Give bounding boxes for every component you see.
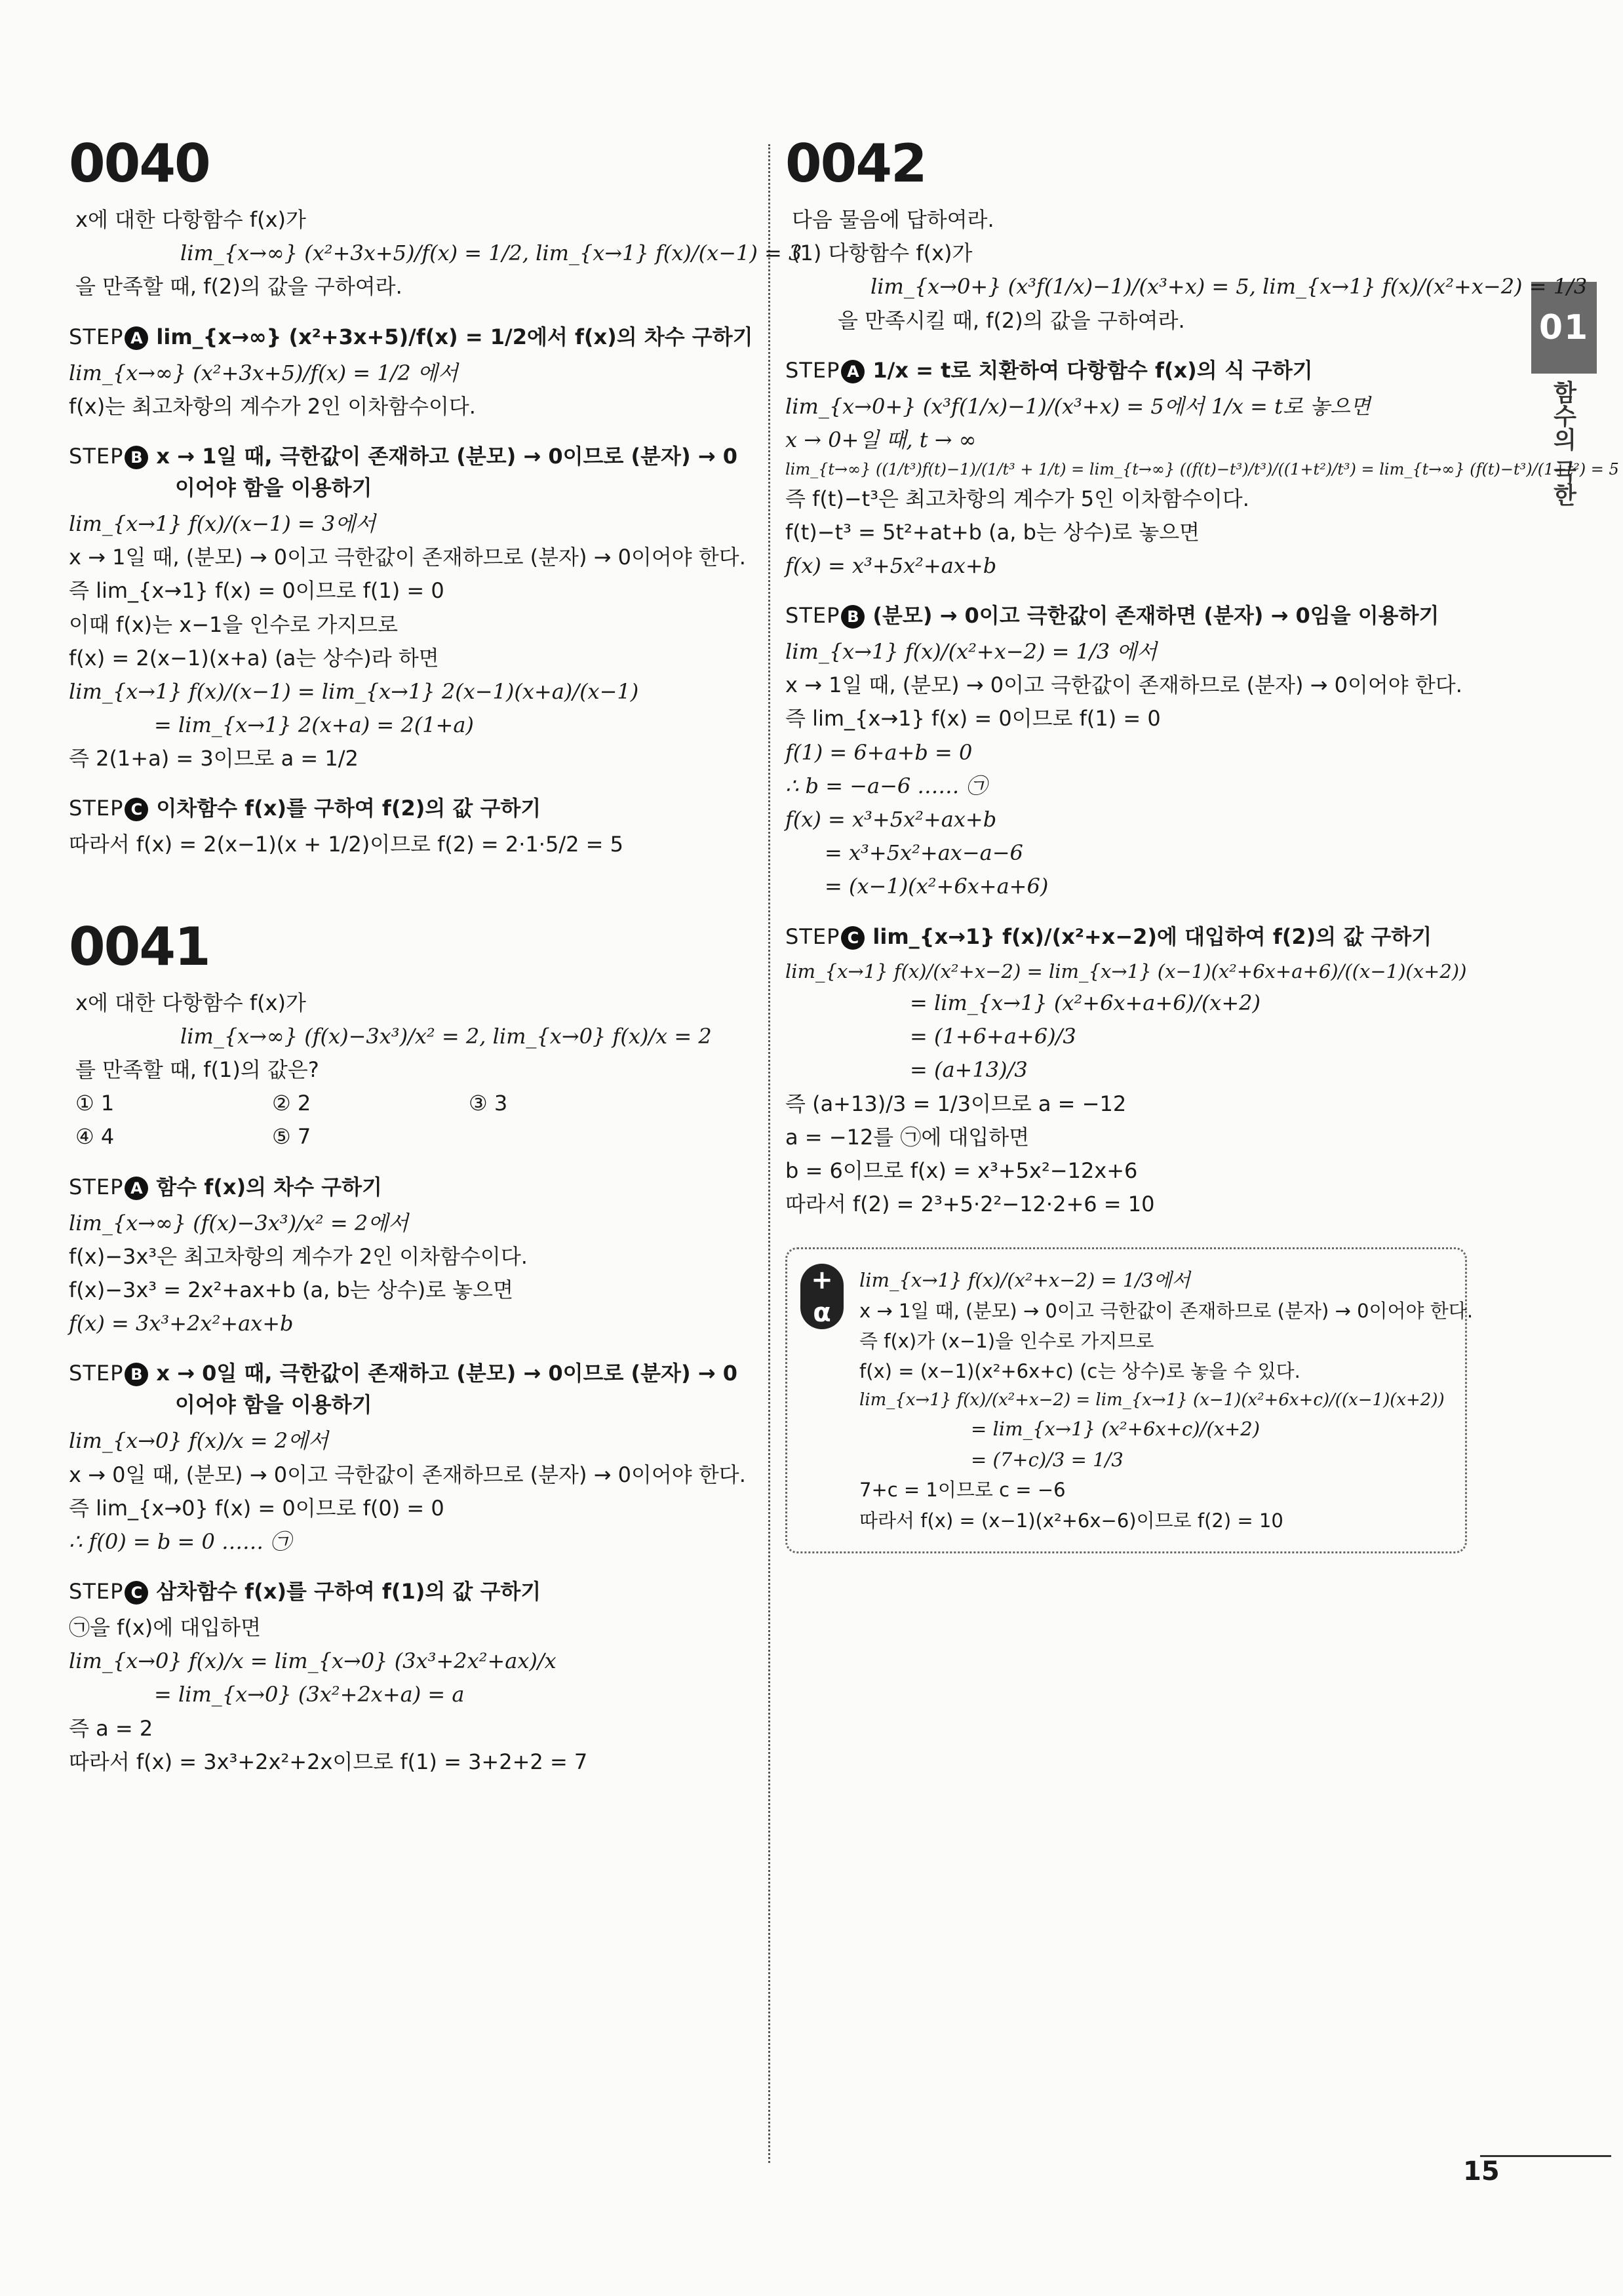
solution-line: f(x) = x³+5x²+ax+b: [785, 807, 997, 832]
solution-line: lim_{x→∞} (x²+3x+5)/f(x) = 1/2 에서: [69, 360, 458, 385]
solution-line: = x³+5x²+ax−a−6: [825, 840, 1023, 866]
step-a-heading: [785, 355, 1493, 386]
tip-line: x → 1일 때, (분모) → 0이고 극한값이 존재하므로 (분자) → 0이어야 한다.: [859, 1299, 1474, 1322]
solution-line: f(x)−3x³은 최고차항의 계수가 2인 이차함수이다.: [69, 1243, 528, 1269]
left-column: [69, 133, 802, 1779]
problem-formula: lim_{x→∞} (x²+3x+5)/f(x) = 1/2, lim_{x→1} f(x)/(x−1) = 3: [180, 241, 802, 266]
answer-choices: [69, 1087, 757, 1154]
step-badge-icon: C: [841, 926, 865, 950]
tip-line: 따라서 f(x) = (x−1)(x²+6x−6)이므로 f(2) = 10: [859, 1509, 1283, 1532]
step-b-heading: [69, 440, 757, 503]
problem-number: 0041: [69, 916, 210, 977]
step-c-heading: [69, 1576, 757, 1607]
tip-line: = (7+c)/3 = 1/3: [971, 1448, 1124, 1471]
solution-line: x → 1일 때, (분모) → 0이고 극한값이 존재하므로 (분자) → 0이어야 한다.: [785, 672, 1462, 698]
solution-line: lim_{x→0} f(x)/x = 2에서: [69, 1428, 328, 1454]
step-title-continued: 이어야 함을 이용하기: [175, 475, 372, 500]
problem-formula: lim_{x→0+} (x³f(1/x)−1)/(x³+x) = 5, lim_{x→1} f(x)/(x²+x−2) = 1/3: [870, 274, 1588, 300]
choice-2: ② 2: [272, 1091, 311, 1116]
step-word: STEP: [69, 1579, 124, 1605]
solution-line: = lim_{x→1} 2(x+a) = 2(1+a): [154, 712, 474, 738]
step-title: x → 0일 때, 극한값이 존재하고 (분모) → 0이므로 (분자) → 0: [156, 1361, 737, 1386]
solution-line: 따라서 f(x) = 3x³+2x²+2x이므로 f(1) = 3+2+2 = 7: [69, 1749, 588, 1774]
solution-line: lim_{x→1} f(x)/(x²+x−2) = 1/3 에서: [785, 639, 1158, 665]
solution-line: lim_{x→1} f(x)/(x²+x−2) = lim_{x→1} (x−1)(x²+6x+a+6)/((x−1)(x+2)): [785, 960, 1467, 983]
step-a-heading: [69, 1171, 757, 1203]
solution-line: 따라서 f(x) = 2(x−1)(x + 1/2)이므로 f(2) = 2·1·5/2 = 5: [69, 832, 623, 857]
solution-line: = (a+13)/3: [910, 1057, 1028, 1083]
step-badge-icon: A: [841, 360, 865, 383]
step-title: lim_{x→1} f(x)/(x²+x−2)에 대입하여 f(2)의 값 구하기: [872, 924, 1432, 949]
solution-line: f(x) = x³+5x²+ax+b: [785, 553, 997, 578]
problem-number: 0042: [785, 133, 926, 194]
chapter-label: 함수의 극한: [1550, 380, 1576, 507]
problem-text: 을 만족할 때, f(2)의 값을 구하여라.: [75, 274, 402, 300]
step-badge-icon: C: [125, 1581, 148, 1605]
step-word: STEP: [69, 324, 124, 349]
solution-line: f(x) = 2(x−1)(x+a) (a는 상수)라 하면: [69, 645, 439, 671]
solution-line: a = −12를 ㉠에 대입하면: [785, 1124, 1030, 1150]
step-b-heading: [785, 600, 1493, 631]
step-badge-icon: A: [125, 1177, 148, 1200]
step-c-heading: [785, 921, 1493, 952]
solution-line: lim_{x→1} f(x)/(x−1) = lim_{x→1} 2(x−1)(x+a)/(x−1): [69, 678, 639, 704]
problem-text: 를 만족할 때, f(1)의 값은?: [75, 1057, 319, 1082]
solution-line: 따라서 f(2) = 2³+5·2²−12·2+6 = 10: [785, 1192, 1155, 1217]
solution-line: x → 1일 때, (분모) → 0이고 극한값이 존재하므로 (분자) → 0이어야 한다.: [69, 545, 746, 570]
solution-line: f(x)−3x³ = 2x²+ax+b (a, b는 상수)로 놓으면: [69, 1277, 514, 1302]
step-word: STEP: [785, 603, 840, 629]
solution-line: f(1) = 6+a+b = 0: [785, 739, 973, 765]
solution-line: lim_{t→∞} ((1/t³)f(t)−1)/(1/t³ + 1/t) = lim_{t→∞} ((f(t)−t³)/t³)/((1+t²)/t³) = lim_{t→∞} (f(t)−t³)/(1+t²) = 5: [785, 460, 1619, 479]
problem-text: (1) 다항함수 f(x)가: [792, 241, 973, 266]
step-badge-icon: A: [125, 326, 148, 350]
choice-3: ③ 3: [469, 1091, 508, 1116]
problem-formula: lim_{x→∞} (f(x)−3x³)/x² = 2, lim_{x→0} f(x)/x = 2: [180, 1023, 712, 1049]
problem-text: 다음 물음에 답하여라.: [792, 207, 994, 232]
solution-line: x → 0+일 때, t → ∞: [785, 427, 977, 452]
solution-line: 즉 lim_{x→1} f(x) = 0이므로 f(1) = 0: [785, 706, 1161, 731]
tip-line: 7+c = 1이므로 c = −6: [859, 1479, 1066, 1502]
problem-text: 을 만족시킬 때, f(2)의 값을 구하여라.: [838, 307, 1185, 333]
solution-line: = lim_{x→0} (3x²+2x+a) = a: [154, 1682, 465, 1707]
choice-1: ① 1: [75, 1091, 115, 1116]
solution-line: 즉 lim_{x→0} f(x) = 0이므로 f(0) = 0: [69, 1495, 444, 1521]
tip-alpha: α: [813, 1298, 831, 1329]
solution-line: 즉 (a+13)/3 = 1/3이므로 a = −12: [785, 1091, 1127, 1116]
step-word: STEP: [785, 924, 840, 949]
problem-text: x에 대한 다항함수 f(x)가: [75, 990, 306, 1015]
step-title: 1/x = t로 치환하여 다항함수 f(x)의 식 구하기: [872, 357, 1313, 383]
chapter-tab: 01: [1531, 282, 1597, 374]
step-word: STEP: [69, 1174, 124, 1199]
step-title: 삼차함수 f(x)를 구하여 f(1)의 값 구하기: [156, 1579, 541, 1605]
solution-line: f(x) = 3x³+2x²+ax+b: [69, 1311, 294, 1336]
step-b-heading: [69, 1357, 757, 1420]
solution-line: f(t)−t³ = 5t²+at+b (a, b는 상수)로 놓으면: [785, 519, 1200, 545]
solution-line: lim_{x→1} f(x)/(x−1) = 3에서: [69, 511, 376, 536]
step-title: lim_{x→∞} (x²+3x+5)/f(x) = 1/2에서 f(x)의 차수 구하기: [156, 324, 753, 349]
step-title: (분모) → 0이고 극한값이 존재하면 (분자) → 0임을 이용하기: [872, 603, 1439, 629]
tip-plus: +: [811, 1265, 833, 1296]
step-word: STEP: [69, 796, 124, 821]
step-badge-icon: B: [125, 1363, 148, 1386]
solution-line: = lim_{x→1} (x²+6x+a+6)/(x+2): [910, 990, 1261, 1015]
solution-line: b = 6이므로 f(x) = x³+5x²−12x+6: [785, 1158, 1138, 1183]
problem-number: 0040: [69, 133, 210, 194]
solution-line: ∴ b = −a−6 …… ㉠: [785, 773, 987, 798]
step-title: x → 1일 때, 극한값이 존재하고 (분모) → 0이므로 (분자) → 0: [156, 443, 737, 469]
solution-line: 즉 f(t)−t³은 최고차항의 계수가 5인 이차함수이다.: [785, 486, 1249, 511]
column-divider: [768, 144, 770, 2163]
tip-line: f(x) = (x−1)(x²+6x+c) (c는 상수)로 놓을 수 있다.: [859, 1360, 1300, 1383]
tip-line: 즉 f(x)가 (x−1)을 인수로 가지므로: [859, 1330, 1154, 1353]
solution-line: 즉 a = 2: [69, 1715, 153, 1741]
solution-line: = (x−1)(x²+6x+a+6): [825, 874, 1049, 899]
solution-line: ∴ f(0) = b = 0 …… ㉠: [69, 1528, 292, 1554]
step-a-heading: [69, 321, 757, 353]
step-title: 함수 f(x)의 차수 구하기: [156, 1174, 382, 1199]
problem-text: x에 대한 다항함수 f(x)가: [75, 207, 306, 232]
step-word: STEP: [69, 443, 124, 469]
step-badge-icon: C: [125, 798, 148, 821]
solution-line: f(x)는 최고차항의 계수가 2인 이차함수이다.: [69, 393, 476, 419]
page-number-rule: [1480, 2155, 1611, 2157]
step-word: STEP: [785, 357, 840, 383]
step-c-heading: [69, 792, 757, 824]
step-badge-icon: B: [841, 605, 865, 629]
solution-line: lim_{x→0} f(x)/x = lim_{x→0} (3x³+2x²+ax)/x: [69, 1648, 557, 1674]
tip-box: [785, 1247, 1474, 1553]
tip-line: lim_{x→1} f(x)/(x²+x−2) = lim_{x→1} (x−1)(x²+6x+c)/((x−1)(x+2)): [859, 1390, 1445, 1410]
plus-alpha-icon: [800, 1264, 844, 1329]
choice-4: ④ 4: [75, 1124, 115, 1150]
step-badge-icon: B: [125, 446, 148, 469]
step-title: 이차함수 f(x)를 구하여 f(2)의 값 구하기: [156, 796, 541, 821]
tip-line: = lim_{x→1} (x²+6x+c)/(x+2): [971, 1418, 1261, 1441]
solution-line: = (1+6+a+6)/3: [910, 1024, 1076, 1049]
solution-line: lim_{x→∞} (f(x)−3x³)/x² = 2에서: [69, 1210, 409, 1236]
tip-line: lim_{x→1} f(x)/(x²+x−2) = 1/3에서: [859, 1269, 1190, 1292]
solution-line: ㉠을 f(x)에 대입하면: [69, 1615, 261, 1641]
page-number: 15: [1463, 2156, 1500, 2187]
solution-line: x → 0일 때, (분모) → 0이고 극한값이 존재하므로 (분자) → 0이어야 한다.: [69, 1462, 746, 1487]
choice-5: ⑤ 7: [272, 1124, 311, 1150]
solution-line: 이때 f(x)는 x−1을 인수로 가지므로: [69, 612, 399, 637]
solution-line: 즉 lim_{x→1} f(x) = 0이므로 f(1) = 0: [69, 578, 444, 604]
solution-line: 즉 2(1+a) = 3이므로 a = 1/2: [69, 746, 359, 771]
step-word: STEP: [69, 1361, 124, 1386]
step-title-continued: 이어야 함을 이용하기: [175, 1392, 372, 1418]
solution-line: lim_{x→0+} (x³f(1/x)−1)/(x³+x) = 5에서 1/x = t로 놓으면: [785, 393, 1371, 419]
